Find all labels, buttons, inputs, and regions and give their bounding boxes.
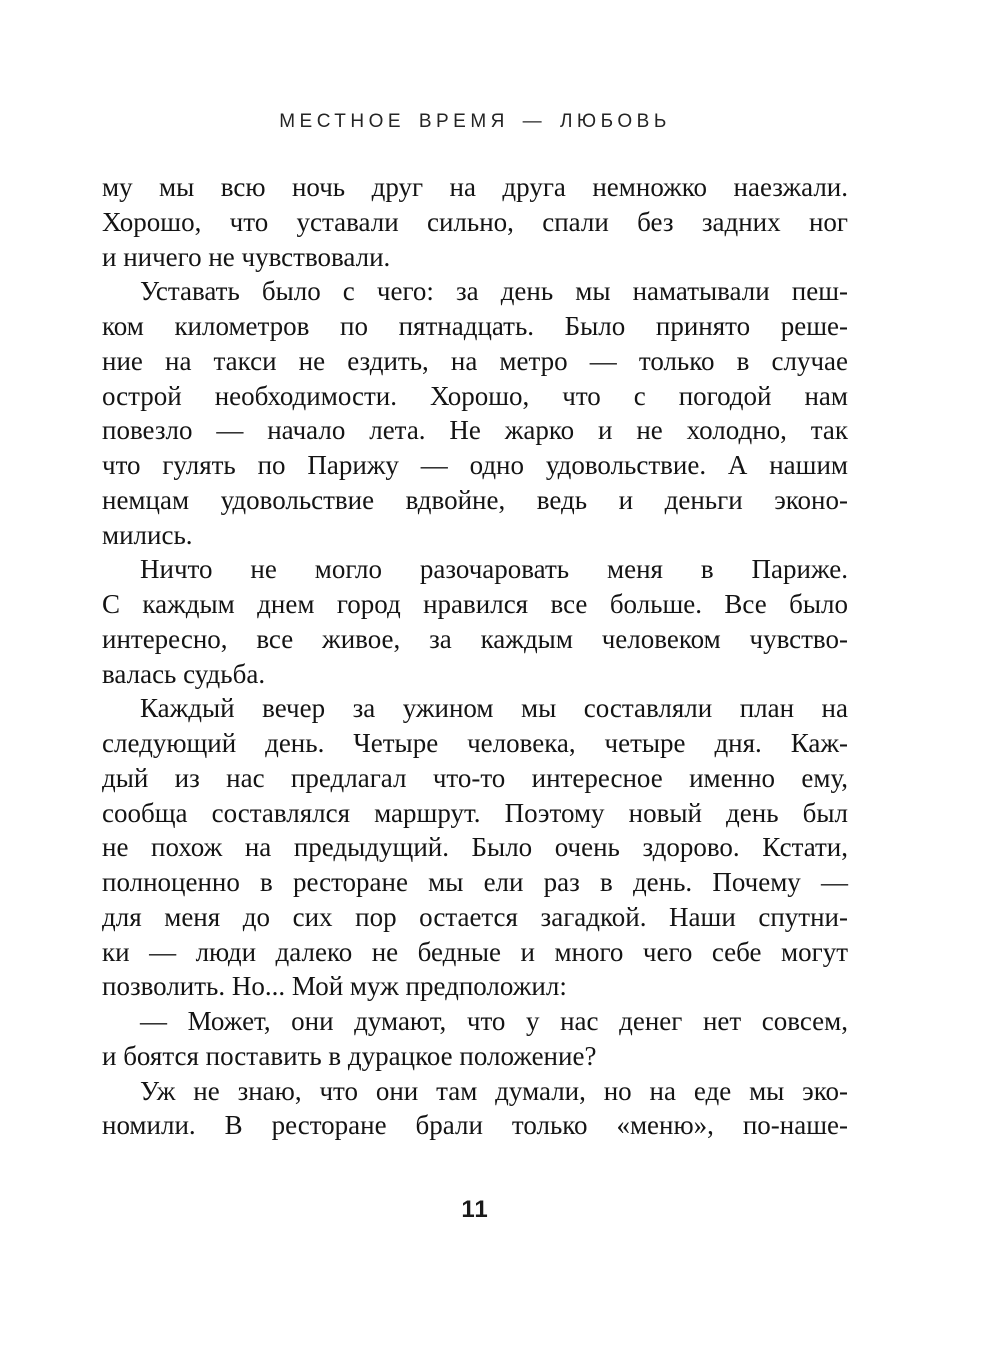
text-line: — Может, они думают, что у нас денег нет совсем, — [140, 1006, 848, 1036]
text-line: позволить. Но... Мой муж предположил: — [102, 971, 567, 1002]
text-line: интересно, все живое, за каждым человеком чувство- — [102, 623, 848, 654]
text-line: Хорошо, что уставали сильно, спали без задних ног — [102, 206, 848, 237]
body-text — [102, 170, 848, 1143]
text-line: Уставать было с чего: за день мы наматывали пеш- — [140, 276, 848, 307]
text-line: ки — люди далеко не бедные и много чего себе могут — [102, 936, 848, 967]
text-line: для меня до сих пор остается загадкой. Наши спутни- — [102, 901, 848, 932]
text-line: сообща составлялся маршрут. Поэтому новый день был — [102, 797, 848, 828]
text-line: не похож на предыдущий. Было очень здорово. Кстати, — [102, 832, 848, 863]
text-line: и боятся поставить в дурацкое положение? — [102, 1040, 597, 1071]
page-number: 11 — [461, 1196, 489, 1223]
text-line: ком километров по пятнадцать. Было принято реше- — [102, 311, 848, 341]
running-head: МЕСТНОЕ ВРЕМЯ — ЛЮБОВЬ — [279, 111, 671, 132]
text-line: следующий день. Четыре человека, четыре дня. Каж- — [102, 728, 848, 758]
text-line: Ничто не могло разочаровать меня в Париже. — [140, 554, 848, 585]
text-line: номили. В ресторане брали только «меню», по-наше- — [102, 1110, 848, 1141]
text-line: валась судьба. — [102, 658, 266, 689]
text-line: му мы всю ночь друг на друга немножко наезжали. — [102, 172, 848, 202]
text-line: дый из нас предлагал что-то интересное именно ему, — [102, 762, 848, 793]
text-line: С каждым днем город нравился все больше. Все было — [102, 589, 848, 619]
text-line: Уж не знаю, что они там думали, но на еде мы эко- — [140, 1075, 848, 1106]
text-line: и ничего не чувствовали. — [102, 241, 391, 272]
text-line: повезло — начало лета. Не жарко и не холодно, так — [102, 415, 848, 446]
text-line: Каждый вечер за ужином мы составляли план на — [140, 693, 848, 724]
text-line: ние на такси не ездить, на метро — только в случае — [102, 345, 848, 376]
text-line: немцам удовольствие вдвойне, ведь и деньги эконо- — [102, 484, 848, 515]
text-line: мились. — [102, 519, 193, 550]
text-line: что гулять по Парижу — одно удовольствие. А нашим — [102, 450, 848, 480]
text-line: острой необходимости. Хорошо, что с погодой нам — [102, 380, 848, 411]
text-line: полноценно в ресторане мы ели раз в день. Почему — — [102, 867, 848, 897]
